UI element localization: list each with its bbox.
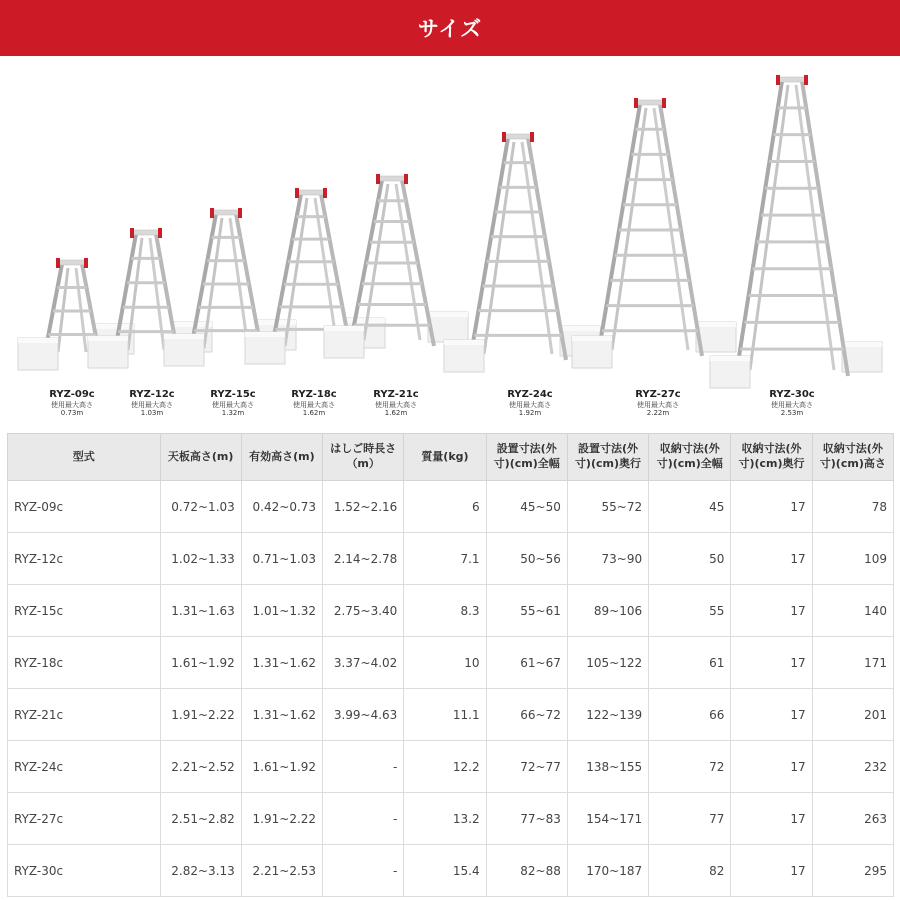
table-cell: 17 (731, 793, 812, 845)
ladder-max-height-label: 使用最大高さ (637, 400, 679, 409)
ladder-hinge (662, 98, 666, 108)
ladder-hinge (295, 188, 299, 198)
table-cell: 17 (731, 845, 812, 897)
base-block-top (88, 336, 128, 341)
table-cell: 13.2 (404, 793, 486, 845)
ladder-max-height: 1.32m (221, 408, 245, 417)
table-cell-model: RYZ-15c (8, 585, 161, 637)
ladder-top-plate (132, 230, 160, 235)
ladder-top-plate (378, 176, 406, 181)
ladder-hinge (158, 228, 162, 238)
column-header: 収納寸法(外寸)(cm)全幅 (649, 434, 731, 481)
table-row (8, 637, 894, 689)
ladder-rail (736, 81, 782, 376)
ladder-top-plate (636, 100, 664, 105)
base-block-top (560, 326, 600, 331)
base-block-top (572, 336, 612, 341)
table-cell: 77 (649, 793, 731, 845)
table-cell: 2.75~3.40 (323, 585, 404, 637)
base-block-top (842, 342, 882, 347)
table-cell: 138~155 (567, 741, 648, 793)
table-cell: 50 (649, 533, 731, 585)
table-cell: 17 (731, 481, 812, 533)
table-row (8, 689, 894, 741)
spec-table (7, 433, 894, 897)
ladder-lineup-figure (0, 56, 900, 428)
table-cell-model: RYZ-24c (8, 741, 161, 793)
column-header: 収納寸法(外寸)(cm)高さ (812, 434, 893, 481)
ladder-hinge (84, 258, 88, 268)
table-cell: 171 (812, 637, 893, 689)
ladder-caption-ryz-24c (480, 389, 580, 417)
base-block-top (245, 332, 285, 337)
table-cell: 1.91~2.22 (241, 793, 322, 845)
ladder-max-height-label: 使用最大高さ (212, 400, 254, 409)
ladder-max-height-label: 使用最大高さ (51, 400, 93, 409)
ladder-max-height: 1.92m (518, 408, 542, 417)
ladder-hinge (323, 188, 327, 198)
base-block-top (18, 338, 58, 343)
table-cell: 0.71~1.03 (241, 533, 322, 585)
table-cell: 61~67 (486, 637, 567, 689)
column-header: 収納寸法(外寸)(cm)奥行 (731, 434, 812, 481)
table-cell: 1.31~1.62 (241, 689, 322, 741)
table-cell: 105~122 (567, 637, 648, 689)
table-cell: 1.61~1.92 (160, 637, 241, 689)
ladder-max-height-label: 使用最大高さ (509, 400, 551, 409)
table-cell: 295 (812, 845, 893, 897)
table-cell: 2.21~2.53 (241, 845, 322, 897)
table-cell: 45 (649, 481, 731, 533)
table-cell: 7.1 (404, 533, 486, 585)
table-cell: 45~50 (486, 481, 567, 533)
ladder-hinge (130, 228, 134, 238)
ladder-top-plate (58, 260, 86, 265)
ladder-hinge (56, 258, 60, 268)
table-cell: 78 (812, 481, 893, 533)
table-cell: 82 (649, 845, 731, 897)
column-header: 設置寸法(外寸)(cm)全幅 (486, 434, 567, 481)
ladder-max-height-label: 使用最大高さ (375, 400, 417, 409)
table-cell: 1.31~1.63 (160, 585, 241, 637)
table-cell: 201 (812, 689, 893, 741)
base-block-top (696, 322, 736, 327)
ladder-max-height: 1.62m (302, 408, 326, 417)
base-block-top (164, 334, 204, 339)
ladder-max-height: 2.53m (780, 408, 804, 417)
ladder-top-plate (778, 77, 806, 82)
ladder-max-height: 2.22m (646, 408, 670, 417)
ladder-hinge (404, 174, 408, 184)
table-cell: 77~83 (486, 793, 567, 845)
table-cell: 61 (649, 637, 731, 689)
ladder-rail (796, 85, 834, 370)
column-header: 有効高さ(m) (241, 434, 322, 481)
ladder-model: RYZ-18c (291, 389, 337, 400)
table-cell: 0.72~1.03 (160, 481, 241, 533)
ladder-model: RYZ-12c (129, 389, 175, 400)
table-cell: 73~90 (567, 533, 648, 585)
table-cell-model: RYZ-27c (8, 793, 161, 845)
ladder-illustration (0, 56, 900, 428)
table-cell: 66 (649, 689, 731, 741)
ladder-model: RYZ-15c (210, 389, 256, 400)
column-header: はしご時長さ（m） (323, 434, 404, 481)
ladder-hinge (804, 75, 808, 85)
column-header: 天板高さ(m) (160, 434, 241, 481)
table-row (8, 481, 894, 533)
table-cell: 8.3 (404, 585, 486, 637)
table-row (8, 533, 894, 585)
table-cell: 1.52~2.16 (323, 481, 404, 533)
table-cell: 154~171 (567, 793, 648, 845)
table-cell: 109 (812, 533, 893, 585)
base-block-top (710, 356, 750, 361)
table-cell: 10 (404, 637, 486, 689)
table-cell: 55~72 (567, 481, 648, 533)
table-cell: 17 (731, 585, 812, 637)
table-cell: 170~187 (567, 845, 648, 897)
ladder-max-height: 0.73m (60, 408, 84, 417)
ladder-rail (128, 238, 142, 350)
ladder-model: RYZ-21c (373, 389, 419, 400)
table-cell-model: RYZ-21c (8, 689, 161, 741)
table-cell: 2.51~2.82 (160, 793, 241, 845)
table-row (8, 845, 894, 897)
ladder-hinge (238, 208, 242, 218)
ladder-max-height-label: 使用最大高さ (131, 400, 173, 409)
column-header: 質量(kg) (404, 434, 486, 481)
page-title: サイズ (417, 17, 483, 41)
ladder-model: RYZ-24c (507, 389, 553, 400)
ladder-model: RYZ-27c (635, 389, 681, 400)
base-block-top (428, 312, 468, 317)
table-cell-model: RYZ-09c (8, 481, 161, 533)
table-cell-model: RYZ-12c (8, 533, 161, 585)
table-cell: 1.61~1.92 (241, 741, 322, 793)
table-cell: 122~139 (567, 689, 648, 741)
ladder-hinge (634, 98, 638, 108)
base-block-top (324, 326, 364, 331)
table-cell: 1.01~1.32 (241, 585, 322, 637)
table-cell: 263 (812, 793, 893, 845)
table-row (8, 793, 894, 845)
table-cell: 140 (812, 585, 893, 637)
table-row (8, 741, 894, 793)
column-header: 設置寸法(外寸)(cm)奥行 (567, 434, 648, 481)
table-cell: 17 (731, 689, 812, 741)
table-cell: - (323, 741, 404, 793)
ladder-top-plate (297, 190, 325, 195)
table-cell: 66~72 (486, 689, 567, 741)
ladder-caption-ryz-30c (742, 389, 842, 417)
table-cell: 3.37~4.02 (323, 637, 404, 689)
table-cell: 55 (649, 585, 731, 637)
ladder-rail (802, 81, 848, 376)
ladder-top-plate (212, 210, 240, 215)
table-cell: 17 (731, 533, 812, 585)
ladder-caption-ryz-27c (608, 389, 708, 417)
table-cell: 6 (404, 481, 486, 533)
ladder-hinge (776, 75, 780, 85)
ladder-hinge (210, 208, 214, 218)
table-cell: 50~56 (486, 533, 567, 585)
table-cell: 2.82~3.13 (160, 845, 241, 897)
base-block-top (94, 324, 134, 329)
table-cell: 2.14~2.78 (323, 533, 404, 585)
table-cell: 1.02~1.33 (160, 533, 241, 585)
ladder-model: RYZ-09c (49, 389, 95, 400)
ladder-hinge (502, 132, 506, 142)
ladder-caption-ryz-21c (346, 389, 446, 417)
table-cell: - (323, 845, 404, 897)
header-banner (0, 0, 900, 56)
ladder-hinge (530, 132, 534, 142)
ladder-rail (150, 238, 164, 350)
table-cell: 89~106 (567, 585, 648, 637)
table-cell: 15.4 (404, 845, 486, 897)
ladder-rail (750, 85, 788, 370)
table-cell: 232 (812, 741, 893, 793)
table-row (8, 585, 894, 637)
table-cell: 55~61 (486, 585, 567, 637)
ladder-model: RYZ-30c (769, 389, 815, 400)
table-cell: 1.31~1.62 (241, 637, 322, 689)
table-cell: 17 (731, 637, 812, 689)
table-cell: 72~77 (486, 741, 567, 793)
table-cell: 82~88 (486, 845, 567, 897)
table-cell-model: RYZ-30c (8, 845, 161, 897)
ladder-max-height: 1.62m (384, 408, 408, 417)
table-cell: 0.42~0.73 (241, 481, 322, 533)
ladder-hinge (376, 174, 380, 184)
table-cell: 12.2 (404, 741, 486, 793)
table-cell: 1.91~2.22 (160, 689, 241, 741)
table-cell: 72 (649, 741, 731, 793)
ladder-max-height-label: 使用最大高さ (293, 400, 335, 409)
ladder-top-plate (504, 134, 532, 139)
table-cell: 11.1 (404, 689, 486, 741)
table-cell-model: RYZ-18c (8, 637, 161, 689)
table-cell: 2.21~2.52 (160, 741, 241, 793)
table-cell: 17 (731, 741, 812, 793)
base-block-top (444, 340, 484, 345)
ladder-max-height-label: 使用最大高さ (771, 400, 813, 409)
column-header: 型式 (8, 434, 161, 481)
base-block-top (345, 318, 385, 323)
table-header-row (8, 434, 894, 481)
table-cell: 3.99~4.63 (323, 689, 404, 741)
ladder-max-height: 1.03m (140, 408, 164, 417)
table-cell: - (323, 793, 404, 845)
